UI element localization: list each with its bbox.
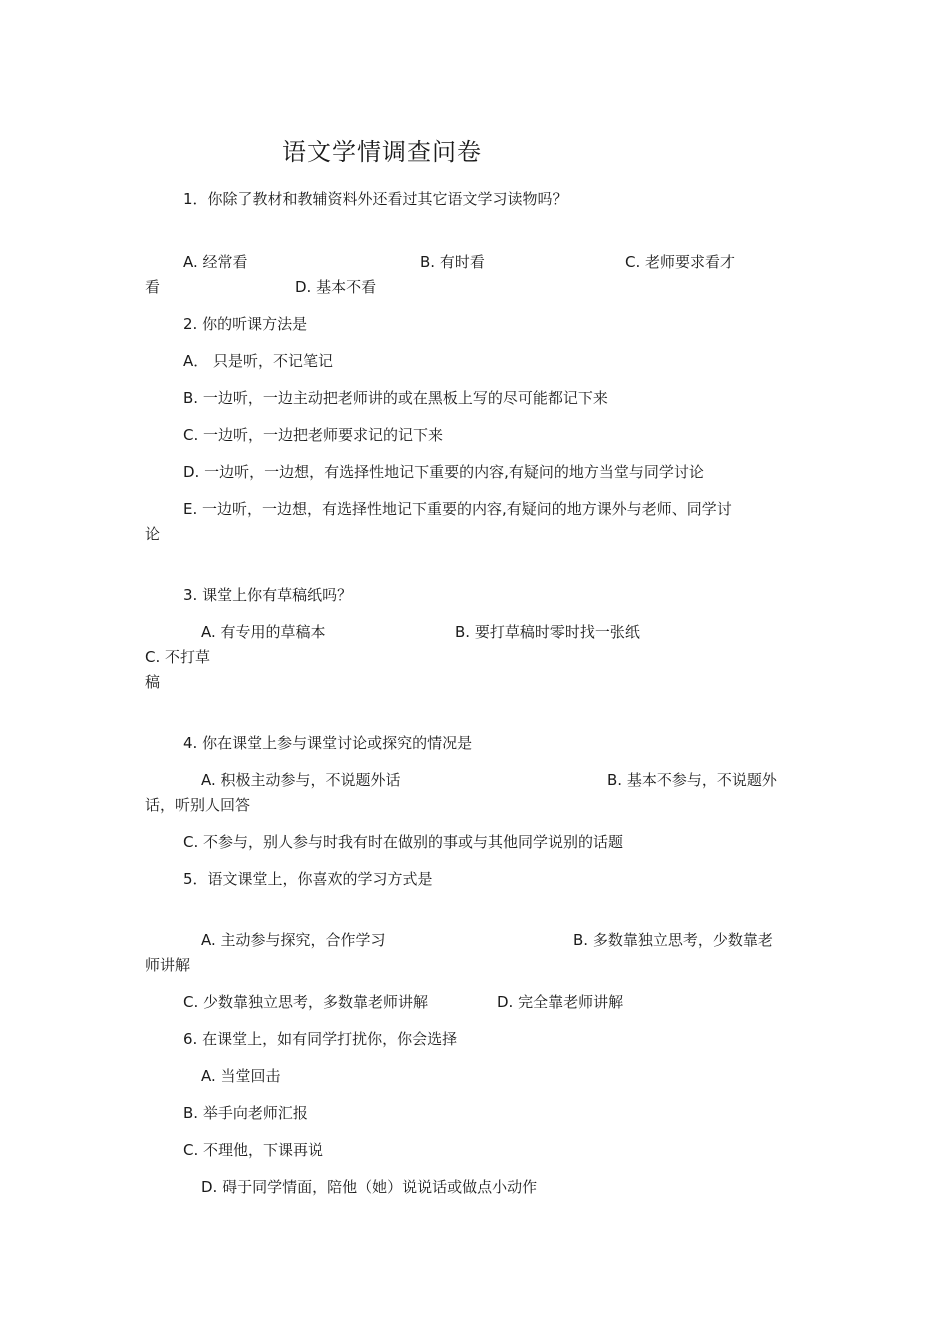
question-1-option-a: A. 经常看 [183,253,248,271]
question-5-option-c: C. 少数靠独立思考，多数靠老师讲解 [183,993,429,1011]
question-2-option-d: D. 一边听，一边想，有选择性地记下重要的内容,有疑问的地方当堂与同学讨论 [183,463,704,481]
question-1-option-b: B. 有时看 [420,253,485,271]
question-1-option-c: C. 老师要求看才 [625,253,736,271]
question-2-option-e-wrap: 论 [145,525,161,543]
question-3-text: 3. 课堂上你有草稿纸吗？ [183,586,353,604]
question-2-option-a: A． 只是听，不记笔记 [183,352,334,370]
question-6-option-c: C. 不理他，下课再说 [183,1141,324,1159]
question-2-text: 2. 你的听课方法是 [183,315,308,333]
page-title: 语文学情调查问卷 [282,138,482,166]
question-5-option-b-wrap: 师讲解 [145,956,191,974]
question-2-option-b: B. 一边听，一边主动把老师讲的或在黑板上写的尽可能都记下来 [183,389,608,407]
question-5-option-d: D. 完全靠老师讲解 [497,993,624,1011]
question-1-option-d: D. 基本不看 [295,278,377,296]
question-3-option-c-wrap: 稿 [145,673,161,691]
question-2-option-c: C. 一边听，一边把老师要求记的记下来 [183,426,444,444]
question-1-text: 1．你除了教材和教辅资料外还看过其它语文学习读物吗？ [183,190,568,208]
question-3-option-b: B. 要打草稿时零时找一张纸 [455,623,640,641]
question-6-text: 6. 在课堂上，如有同学打扰你，你会选择 [183,1030,458,1048]
question-6-option-b: B. 举手向老师汇报 [183,1104,308,1122]
question-5-option-a: A. 主动参与探究，合作学习 [201,931,386,949]
question-4-option-c: C. 不参与，别人参与时我有时在做别的事或与其他同学说别的话题 [183,833,624,851]
question-4-option-b-wrap: 话，听别人回答 [145,796,251,814]
question-4-option-b: B. 基本不参与，不说题外 [607,771,777,789]
question-5-text: 5．语文课堂上，你喜欢的学习方式是 [183,870,433,888]
question-4-option-a: A. 积极主动参与，不说题外话 [201,771,401,789]
question-3-option-a: A. 有专用的草稿本 [201,623,326,641]
question-6-option-a: A. 当堂回击 [201,1067,281,1085]
question-2-option-e: E. 一边听，一边想，有选择性地记下重要的内容,有疑问的地方课外与老师、同学讨 [183,500,732,518]
question-6-option-d: D. 碍于同学情面，陪他（她）说说话或做点小动作 [201,1178,538,1196]
question-3-option-c: C. 不打草 [145,648,211,666]
question-4-text: 4. 你在课堂上参与课堂讨论或探究的情况是 [183,734,473,752]
question-1-option-c-wrap: 看 [145,278,161,296]
question-5-option-b: B. 多数靠独立思考，少数靠老 [573,931,773,949]
